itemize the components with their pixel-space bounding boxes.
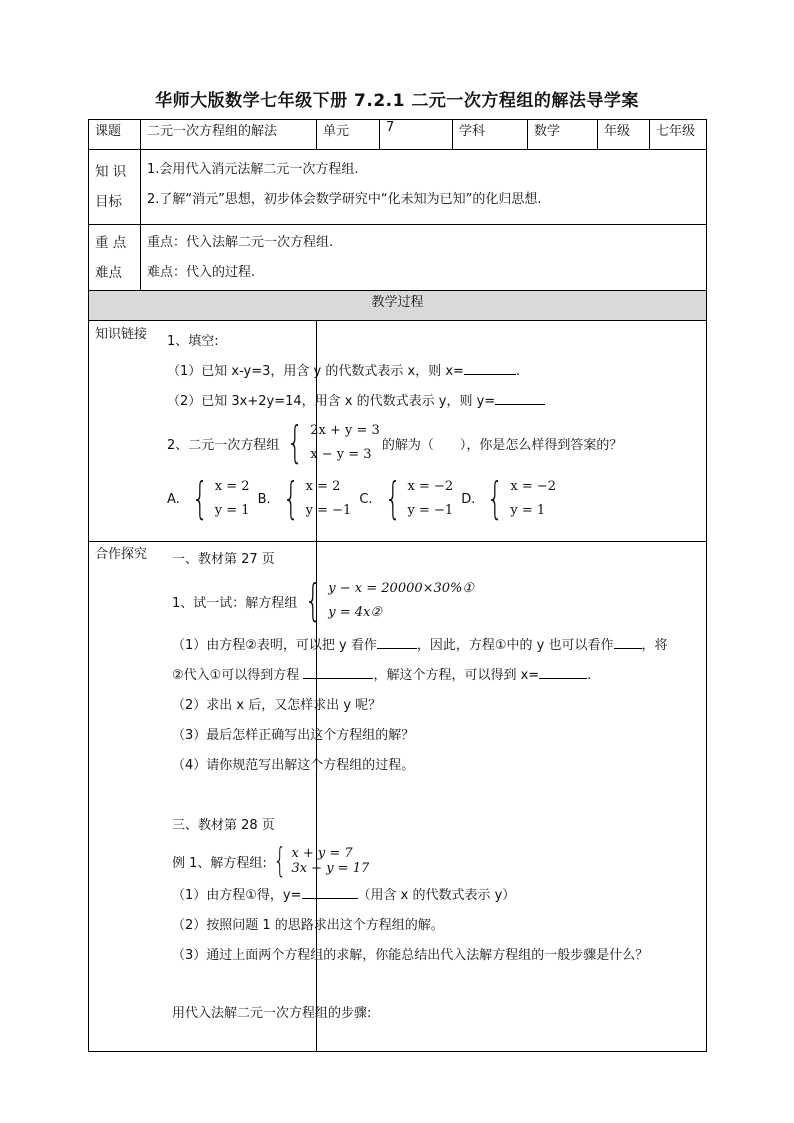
goals-row (89, 150, 707, 225)
unit-label: 单元 (317, 120, 380, 150)
link-q1a: （1）已知 x-y=3，用含 y 的代数式表示 x，则 x= . (167, 357, 702, 387)
keypoint-line-1: 重点：代入法解二元一次方程组. (147, 235, 334, 250)
grade-label: 年级 (598, 120, 650, 150)
keypoint-line-2: 难点：代入的过程. (147, 265, 256, 280)
system-try: { y − x = 20000×30%① y = 4x② (304, 575, 475, 626)
option-a: A. { x = 2 y = 1 (167, 473, 250, 524)
keypoints-row (89, 225, 707, 291)
option-c: C. { x = −2 y = −1 (359, 473, 454, 524)
keypoints-label-1: 重 点 (95, 235, 127, 251)
page-title: 华师大版数学七年级下册 7.2.1 二元一次方程组的解法导学案 (155, 91, 639, 111)
goal-line-2: 2.了解“消元”思想，初步体会数学研究中“化未知为已知”的化归思想. (147, 192, 542, 207)
blank-y (495, 390, 545, 405)
link-options (167, 469, 702, 529)
link-section (167, 327, 702, 529)
coop-s3: 三、教材第 28 页 (172, 818, 275, 833)
system-q2: { 2x + y = 3 x − y = 3 (286, 417, 380, 468)
coop-e2: （2）按照问题 1 的思路求出这个方程组的解。 (172, 918, 444, 933)
link-q1b: （2）已知 3x+2y=14，用含 x 的代数式表示 y，则 y= (167, 387, 702, 417)
coop-q3: （3）最后怎样正确写出这个方程组的解？ (172, 728, 415, 743)
grade-value: 七年级 (650, 120, 707, 150)
link-q1: 1、填空: (167, 334, 219, 349)
option-b: B. { x = 2 y = −1 (257, 473, 352, 524)
keypoints-label (89, 225, 141, 291)
topic-label: 课题 (89, 120, 141, 150)
coop-label: 合作探究 (95, 547, 148, 562)
process-title: 教学过程 (89, 291, 707, 321)
goals-label (89, 150, 141, 225)
system-example: { x + y = 7 3x + y = 17 (273, 841, 370, 881)
keypoints-label-2: 难点 (95, 265, 122, 281)
coop-e1: （1）由方程①得，y= （用含 x 的代数式表示 y） (172, 881, 702, 911)
coop-q2: （2）求出 x 后，又怎样求出 y 呢？ (172, 698, 382, 713)
coop-e3: （3）通过上面两个方程组的求解，你能总结出代入法解方程组的一般步骤是什么？ (172, 948, 649, 963)
goals-content (141, 150, 707, 225)
coop-example: 例 1、解方程组: { x + y = 7 3x + y = 17 (172, 841, 370, 881)
goals-label-1: 知 识 (95, 164, 127, 180)
coop-s1: 一、教材第 27 页 (172, 552, 275, 567)
goals-label-2: 目标 (95, 194, 122, 210)
coop-p1: （1）由方程②表明，可以把 y 看作 ，因此，方程①中的 y 也可以看作 ，将 (172, 631, 702, 661)
process-band (89, 291, 707, 321)
goal-line-1: 1.会用代入消元法解二元一次方程组. (147, 162, 359, 177)
coop-steps: 用代入法解二元一次方程组的步骤: (172, 1006, 372, 1021)
coop-p2: ②代入①可以得到方程 ，解这个方程，可以得到 x= . (172, 661, 702, 691)
subject-value: 数学 (528, 120, 598, 150)
coop-try: 1、试一试：解方程组 { y − x = 20000×30%① y = 4x② (172, 575, 475, 626)
option-d: D. { x = −2 y = 1 (461, 473, 557, 524)
unit-value: 7 (380, 120, 453, 150)
subject-label: 学科 (453, 120, 528, 150)
coop-q4: （4）请你规范写出解这个方程组的过程。 (172, 758, 415, 773)
link-q2: 2、二元一次方程组 { 2x + y = 3 x − y = 3 的解为（ ），你是怎么样得到答案的？ (167, 417, 623, 468)
header-row (89, 120, 707, 150)
link-label: 知识链接 (95, 327, 148, 342)
blank-x (464, 360, 516, 375)
coop-section (172, 545, 702, 1029)
topic-value: 二元一次方程组的解法 (141, 120, 317, 150)
keypoints-content (141, 225, 707, 291)
